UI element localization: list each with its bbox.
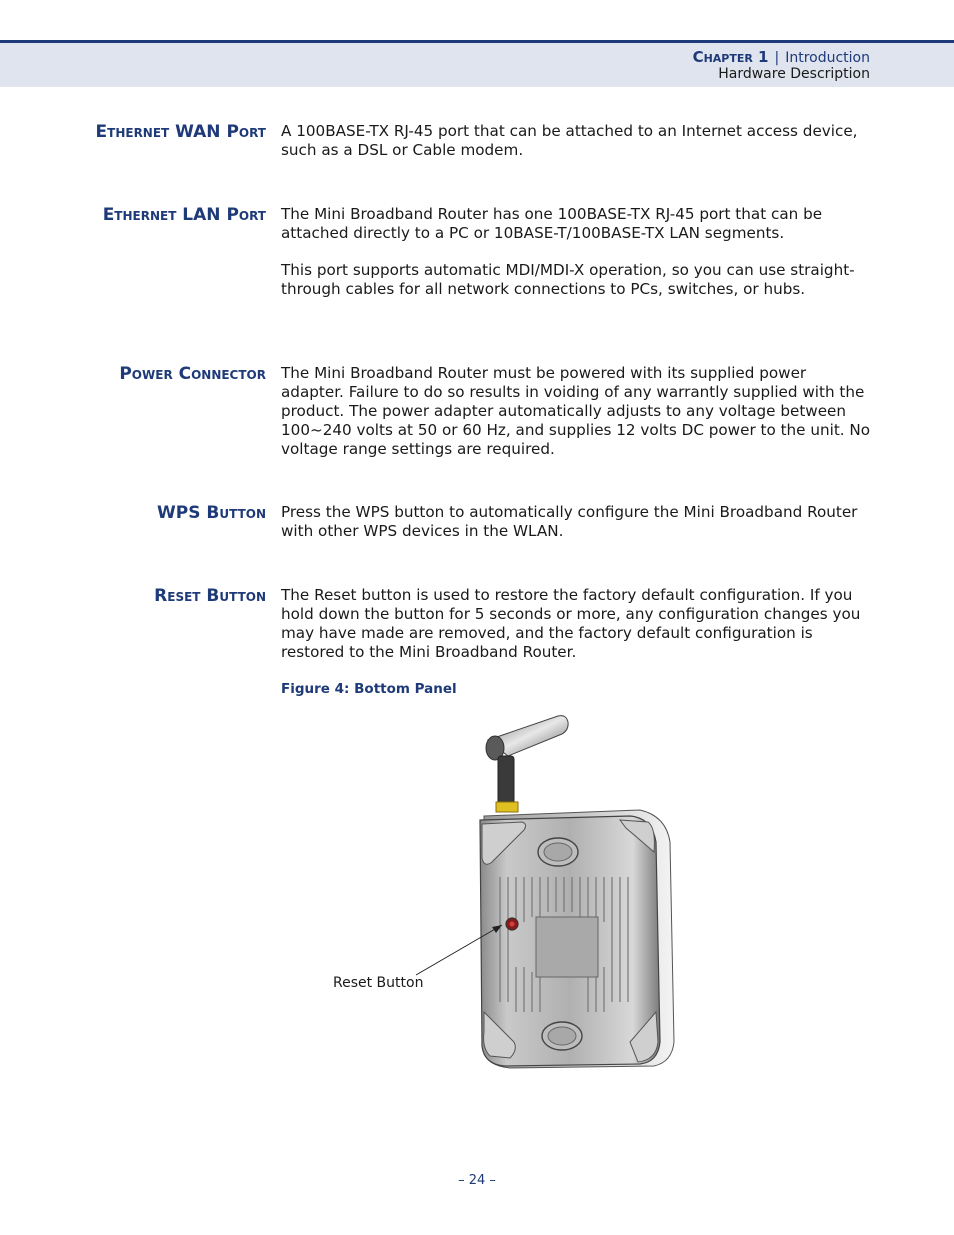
section-body — [281, 503, 871, 559]
reset-button-callout: Reset Button — [333, 975, 424, 991]
section-body — [281, 586, 871, 680]
section-title: Ethernet WAN Port — [95, 122, 266, 142]
page-number: – 24 – — [458, 1173, 496, 1188]
paragraph: Press the WPS button to automatically configure the Mini Broadband Router with other WPS devices in the WLAN. — [281, 503, 858, 540]
section-title: Ethernet LAN Port — [102, 205, 266, 225]
header-chapter-line — [693, 48, 870, 66]
antenna — [486, 716, 568, 812]
paragraph: The Reset button is used to restore the factory default configuration. If you hold down the button for 5 seconds or more, any configuration changes you may have made are removed, and the factory default configuration is restored to the Mini Broadband Router. — [281, 586, 861, 661]
section-body — [281, 364, 871, 477]
router-bottom-panel-image — [470, 712, 680, 1072]
header-section: Hardware Description — [718, 66, 870, 82]
section-title: Power Connector — [119, 364, 266, 384]
running-header — [0, 40, 954, 87]
header-separator: | — [774, 50, 780, 66]
paragraph: A 100BASE-TX RJ-45 port that can be attached to an Internet access device, such as a DSL or Cable modem. — [281, 122, 858, 159]
paragraph: The Mini Broadband Router has one 100BASE-TX RJ-45 port that can be attached directly to a PC or 10BASE-T/100BASE-TX LAN segments. — [281, 205, 823, 242]
figure-caption: Figure 4: Bottom Panel — [281, 681, 457, 697]
paragraph: The Mini Broadband Router must be powered with its supplied power adapter. Failure to do so results in voiding of any warrantly supplied with the product. The power adapter automatically adjusts to any voltage between 100~240 volts at 50 or 60 Hz, and supplies 12 volts DC power to the unit. No voltage range settings are required. — [281, 364, 871, 458]
section-title: Reset Button — [154, 586, 266, 606]
paragraph: This port supports automatic MDI/MDI-X operation, so you can use straight-through cables for all network connections to PCs, switches, or hubs. — [281, 261, 855, 298]
chapter-label: Chapter 1 — [692, 48, 769, 66]
section-body — [281, 122, 871, 178]
section-title: WPS Button — [157, 503, 266, 523]
section-body — [281, 205, 871, 317]
chapter-title: Introduction — [785, 50, 870, 66]
